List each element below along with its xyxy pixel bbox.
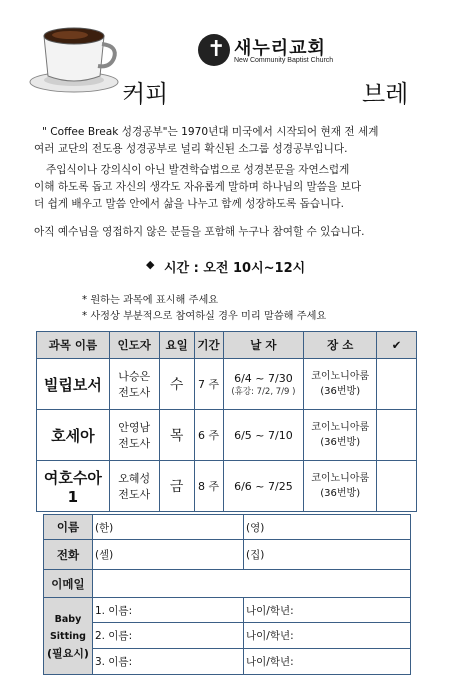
check-icon: ✔ [377,332,417,359]
phone-home-field[interactable]: (집) [244,540,411,570]
name-korean-field[interactable]: (한) [92,515,243,540]
name-english-field[interactable]: (영) [244,515,411,540]
course-name: 호세아 [37,410,110,461]
select-checkbox[interactable] [377,359,417,410]
date-range: 6/6 ~ 7/25 [234,479,293,493]
schedule-header-row [37,332,417,359]
baby-label-line: (필요시) [47,647,89,660]
select-checkbox[interactable] [377,410,417,461]
leader-title: 전도사 [118,386,151,399]
place-room: (36번방) [320,386,361,397]
place-room: (36번방) [320,437,361,448]
date-note: (휴강: 7/2, 7/9 ) [231,386,296,397]
phone-cell-field[interactable]: (셀) [92,540,243,570]
coffee-cup-image [24,14,120,96]
leader [109,461,159,512]
table-row [37,359,417,410]
cross-icon: ✝ [207,37,226,62]
leader [109,410,159,461]
baby-label-line: Baby [54,614,82,625]
baby-age-field[interactable]: 나이/학년: [244,623,411,649]
baby-label-line: Sitting [49,631,86,642]
leader-title: 전도사 [118,488,151,501]
period: 8 주 [194,461,223,512]
table-row [37,461,417,512]
day: 금 [159,461,194,512]
course-name: 여호수아 1 [37,461,110,512]
header-period: 기간 [194,332,223,359]
header-date: 날 자 [223,332,304,359]
place-name: 코이노니아룸 [311,422,370,433]
intro-paragraph-2 [34,162,420,213]
date-range: 6/5 ~ 7/10 [234,428,293,442]
day: 수 [159,359,194,410]
header-place: 장 소 [304,332,377,359]
table-row [37,410,417,461]
baby-name-field[interactable]: 2. 이름: [92,623,243,649]
place [304,410,377,461]
phone-label: 전화 [44,540,93,570]
header-day: 요일 [159,332,194,359]
leader [109,359,159,410]
date [223,410,304,461]
intro-paragraph-3: 아직 예수님을 영접하지 않은 분들을 포함해 누구나 참여할 수 있습니다. [34,226,365,238]
header-leader: 인도자 [109,332,159,359]
email-field[interactable] [92,570,410,598]
church-name: 새누리교회 [234,38,326,59]
header-course: 과목 이름 [37,332,110,359]
date [223,359,304,410]
intro-line: " Coffee Break 성경공부"는 1970년대 미국에서 시작되어 현재 전 세계 [42,126,379,138]
leader-name: 안영남 [118,421,151,434]
place [304,461,377,512]
baby-name-field[interactable]: 3. 이름: [92,649,243,675]
title-right: 브레 [362,80,409,108]
signup-form-table [43,514,411,675]
course-name: 빌립보서 [37,359,110,410]
period: 7 주 [194,359,223,410]
baby-age-field[interactable]: 나이/학년: [244,649,411,675]
intro-line: 주입식이나 강의식이 아닌 발견학습법으로 성경본문을 자연스럽게 [46,164,350,176]
place-name: 코이노니아룸 [311,371,370,382]
church-name-english: New Community Baptist Church [234,57,334,64]
title-left: 커피 [122,80,169,108]
baby-name-field[interactable]: 1. 이름: [92,598,243,623]
time-info: 시간 : 오전 10시~12시 [164,261,306,276]
email-label: 이메일 [44,570,93,598]
place [304,359,377,410]
note-1: * 원하는 과목에 표시해 주세요 [82,295,219,306]
date-range: 6/4 ~ 7/30 [234,371,293,385]
baby-sitting-label [44,598,93,675]
leader-name: 오혜성 [118,472,151,485]
period: 6 주 [194,410,223,461]
day: 목 [159,410,194,461]
note-2: * 사정상 부분적으로 참여하실 경우 미리 말씀해 주세요 [82,311,327,322]
intro-line: 이해 하도록 돕고 자신의 생각도 자유롭게 말하며 하나님의 말씀을 보다 [34,181,362,193]
select-checkbox[interactable] [377,461,417,512]
leader-name: 나승은 [118,370,151,383]
baby-age-field[interactable]: 나이/학년: [244,598,411,623]
intro-paragraph-1 [34,124,420,158]
leader-title: 전도사 [118,437,151,450]
place-room: (36번방) [320,488,361,499]
church-logo [198,34,348,74]
place-name: 코이노니아룸 [311,473,370,484]
date [223,461,304,512]
name-label: 이름 [44,515,93,540]
intro-line: 더 쉽게 배우고 말씀 안에서 삶을 나누고 함께 성장하도록 돕습니다. [34,198,344,210]
diamond-bullet-icon: ◆ [146,258,155,271]
schedule-table [36,331,417,512]
intro-line: 여러 교단의 전도용 성경공부로 널리 확신된 소그룹 성경공부입니다. [34,143,348,155]
